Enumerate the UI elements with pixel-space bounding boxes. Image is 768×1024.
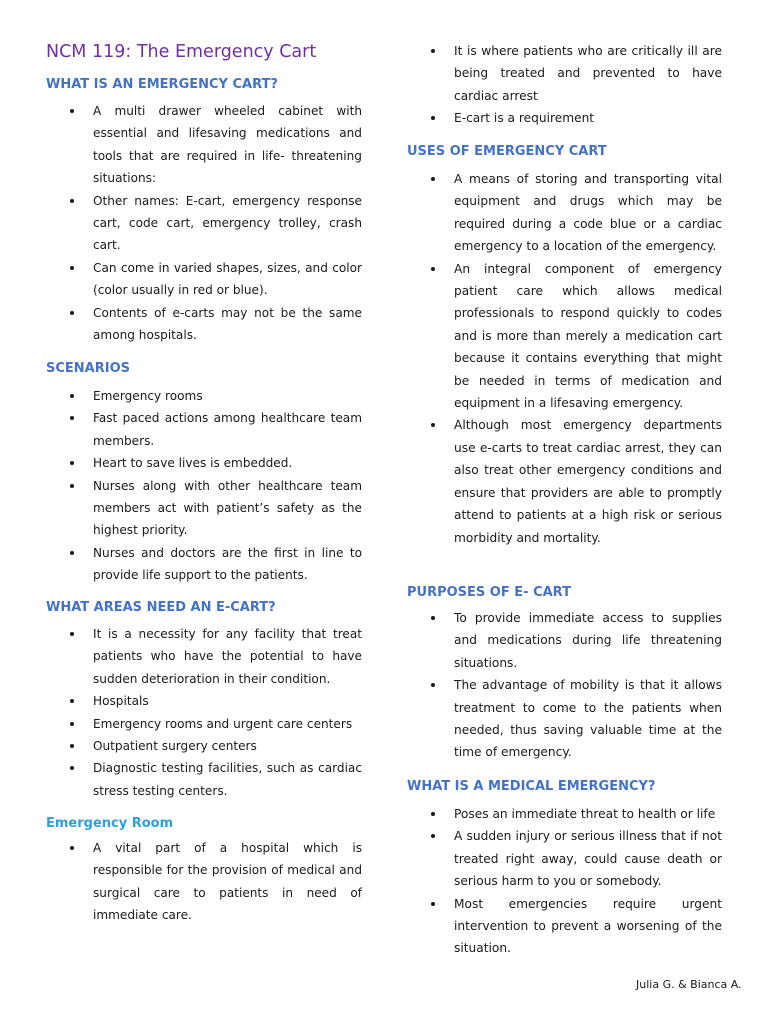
list-item: Outpatient surgery centers bbox=[46, 735, 362, 757]
list-item: An integral component of emergency patient care which allows medical professionals to respond quickly to codes and is more than merely a medication cart because it contains everything that might be needed in terms of medication and equipment in a lifesaving emergency. bbox=[407, 258, 722, 415]
heading-what-areas-need-ecart: WHAT AREAS NEED AN E-CART? bbox=[46, 600, 276, 615]
list-item: Nurses along with other healthcare team members act with patient’s safety as the highest priority. bbox=[46, 475, 362, 542]
list-item: Nurses and doctors are the first in line to provide life support to the patients. bbox=[46, 542, 362, 587]
list-emergency-room bbox=[46, 837, 362, 927]
list-item: E-cart is a requirement bbox=[407, 107, 722, 129]
list-item: A sudden injury or serious illness that if not treated right away, could cause death or serious harm to you or somebody. bbox=[407, 825, 722, 892]
list-item: Contents of e-carts may not be the same among hospitals. bbox=[46, 302, 362, 347]
list-item: Other names: E-cart, emergency response cart, code cart, emergency trolley, crash cart. bbox=[46, 190, 362, 257]
subheading-emergency-room: Emergency Room bbox=[46, 816, 174, 831]
heading-scenarios: SCENARIOS bbox=[46, 361, 130, 376]
list-uses-of-emergency-cart bbox=[407, 168, 722, 549]
list-item: It is a necessity for any facility that treat patients who have the potential to have sudden deterioration in their condition. bbox=[46, 623, 362, 690]
list-item: A vital part of a hospital which is responsible for the provision of medical and surgical care to patients in need of immediate care. bbox=[46, 837, 362, 927]
list-what-areas-need-ecart bbox=[46, 623, 362, 802]
list-what-is-emergency-cart bbox=[46, 100, 362, 346]
heading-purposes-of-ecart: PURPOSES OF E- CART bbox=[407, 585, 571, 600]
list-purposes-of-ecart bbox=[407, 607, 722, 764]
list-item: Poses an immediate threat to health or life bbox=[407, 803, 722, 825]
list-item: A means of storing and transporting vital equipment and drugs which may be required during a code blue or a cardiac emergency to a location of the emergency. bbox=[407, 168, 722, 258]
list-item: A multi drawer wheeled cabinet with essential and lifesaving medications and tools that are required in life- threatening situations: bbox=[46, 100, 362, 190]
document-title: NCM 119: The Emergency Cart bbox=[46, 42, 317, 62]
list-item: Emergency rooms bbox=[46, 385, 362, 407]
list-item: To provide immediate access to supplies and medications during life threatening situations. bbox=[407, 607, 722, 674]
list-item: Heart to save lives is embedded. bbox=[46, 452, 362, 474]
list-what-is-medical-emergency bbox=[407, 803, 722, 960]
list-item: It is where patients who are critically ill are being treated and prevented to have cardiac arrest bbox=[407, 40, 722, 107]
list-scenarios bbox=[46, 385, 362, 587]
list-item: The advantage of mobility is that it allows treatment to come to the patients when needed, thus saving valuable time at the time of emergency. bbox=[407, 674, 722, 764]
heading-uses-of-emergency-cart: USES OF EMERGENCY CART bbox=[407, 144, 607, 159]
author-footer: Julia G. & Bianca A. bbox=[636, 978, 742, 991]
list-item: Can come in varied shapes, sizes, and color (color usually in red or blue). bbox=[46, 257, 362, 302]
list-item: Emergency rooms and urgent care centers bbox=[46, 713, 362, 735]
list-item: Although most emergency departments use e-carts to treat cardiac arrest, they can also treat other emergency conditions and ensure that providers are able to promptly attend to patients at a high risk or serious morbidity and mortality. bbox=[407, 414, 722, 548]
heading-what-is-emergency-cart: WHAT IS AN EMERGENCY CART? bbox=[46, 77, 278, 92]
heading-what-is-medical-emergency: WHAT IS A MEDICAL EMERGENCY? bbox=[407, 779, 656, 794]
list-item: Most emergencies require urgent intervention to prevent a worsening of the situation. bbox=[407, 893, 722, 960]
list-item: Fast paced actions among healthcare team members. bbox=[46, 407, 362, 452]
list-item: Hospitals bbox=[46, 690, 362, 712]
list-emergency-room-continued bbox=[407, 40, 722, 130]
list-item: Diagnostic testing facilities, such as cardiac stress testing centers. bbox=[46, 757, 362, 802]
